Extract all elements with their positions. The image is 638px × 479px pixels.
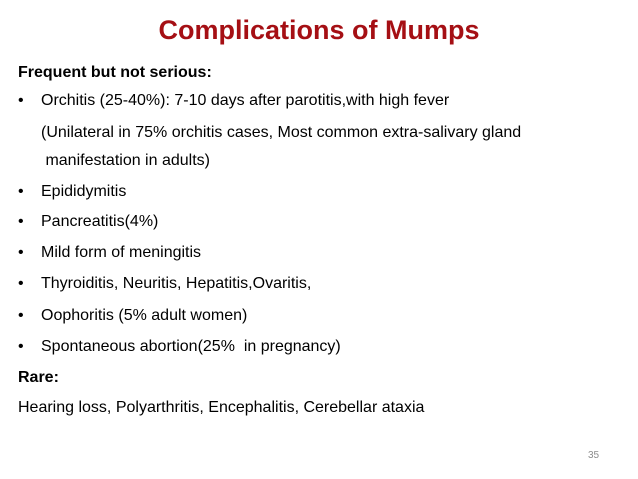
list-item-orchitis-detail: (Unilateral in 75% orchitis cases, Most common extra-salivary gland (41, 124, 522, 141)
page-number: 35 (588, 450, 600, 461)
bullet-marker: • (18, 244, 24, 261)
list-item-pancreatitis: Pancreatitis(4%) (41, 213, 159, 230)
list-item-oophoritis: Oophoritis (5% adult women) (41, 307, 248, 324)
rare-heading: Rare: (18, 369, 59, 386)
list-item-meningitis: Mild form of meningitis (41, 244, 202, 261)
frequent-heading: Frequent but not serious: (18, 64, 212, 81)
slide-title: Complications of Mumps (158, 15, 480, 45)
bullet-marker: • (18, 338, 24, 355)
list-item-thyroiditis: Thyroiditis, Neuritis, Hepatitis,Ovaritis, (41, 275, 312, 292)
list-item-orchitis: Orchitis (25-40%): 7-10 days after parotitis,with high fever (41, 92, 450, 109)
list-item-abortion: Spontaneous abortion(25% in pregnancy) (41, 338, 341, 355)
bullet-marker: • (18, 275, 24, 292)
bullet-marker: • (18, 307, 24, 324)
bullet-marker: • (18, 213, 24, 230)
bullet-marker: • (18, 183, 24, 200)
list-item-orchitis-detail-cont: manifestation in adults) (41, 152, 210, 169)
bullet-marker: • (18, 92, 24, 109)
list-item-epididymitis: Epididymitis (41, 183, 127, 200)
rare-complications-text: Hearing loss, Polyarthritis, Encephalitis, Cerebellar ataxia (18, 399, 425, 416)
